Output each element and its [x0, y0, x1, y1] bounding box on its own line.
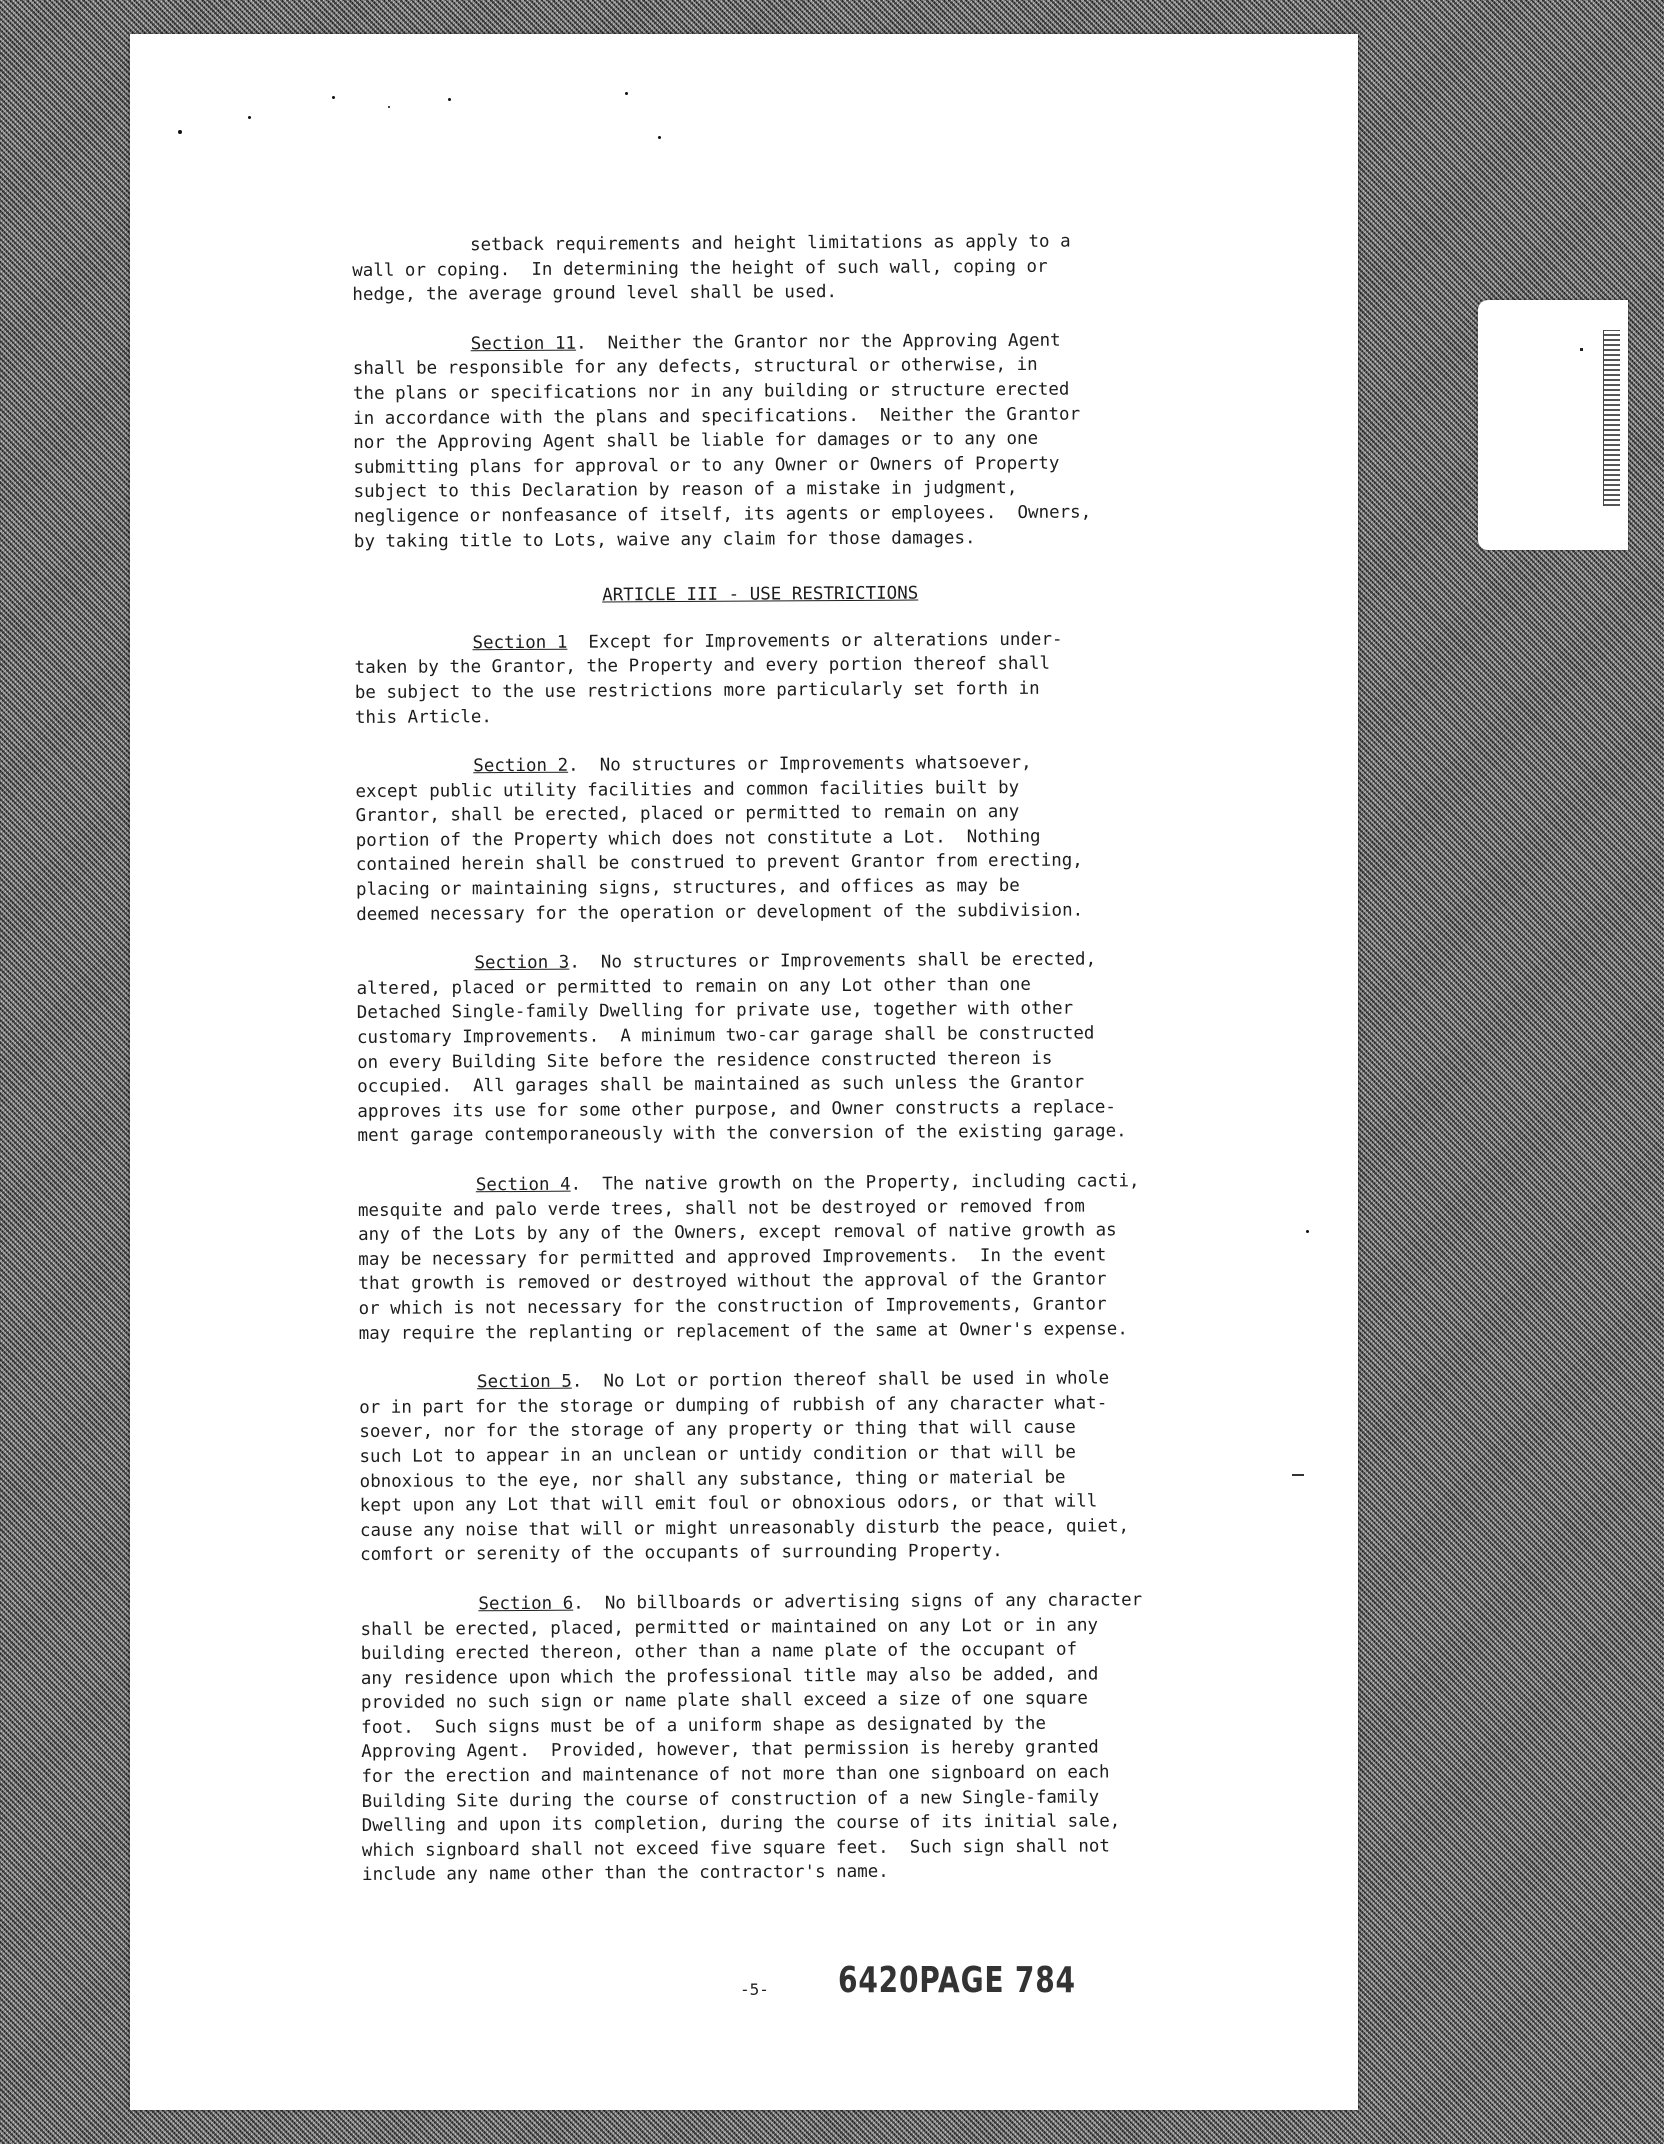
- speck: [178, 130, 182, 134]
- section-2-paragraph: [355, 749, 1276, 927]
- text-line: obnoxious to the eye, nor shall any substance, thing or material be: [359, 1467, 1066, 1492]
- text-line: Building Site during the course of construction of a new Single-family: [361, 1787, 1100, 1812]
- text-line: submitting plans for approval or to any Owner or Owners of Property: [353, 453, 1060, 478]
- text-line: portion of the Property which does not constitute a Lot. Nothing: [355, 826, 1041, 851]
- section-5-paragraph: [359, 1366, 1280, 1568]
- text-line: cause any noise that will or might unreasonably disturb the peace, quiet,: [359, 1515, 1130, 1541]
- text-line: which signboard shall not exceed five square feet. Such sign shall not: [361, 1836, 1110, 1861]
- text-line: except public utility facilities and common facilities built by: [355, 777, 1020, 802]
- speck: [332, 96, 335, 99]
- text-line: customary Improvements. A minimum two-car garage shall be constructed: [356, 1023, 1095, 1049]
- text-line: that growth is removed or destroyed without the approval of the Grantor: [358, 1269, 1107, 1295]
- text-line: hedge, the average ground level shall be used.: [352, 282, 838, 306]
- text-line: Section 3. No structures or Improvements shall be erected,: [474, 949, 1097, 974]
- text-line: Section 11. Neither the Grantor nor the Approving Agent: [470, 330, 1061, 355]
- text-line: soever, nor for the storage of any property or thing that will cause: [359, 1417, 1076, 1443]
- text-line: Section 2. No structures or Improvements whatsoever,: [473, 752, 1032, 777]
- text-line: Detached Single-family Dwelling for private use, together with other: [356, 999, 1074, 1024]
- section-11-paragraph: [353, 327, 1274, 554]
- text-line: on every Building Site before the residence constructed thereon is: [357, 1048, 1053, 1073]
- section-label: Section 3: [474, 952, 570, 974]
- text-line: shall be responsible for any defects, structural or otherwise, in: [352, 355, 1038, 380]
- section-label: Section 6: [478, 1593, 574, 1615]
- text-line: altered, placed or permitted to remain on any Lot other than one: [356, 974, 1031, 999]
- text-line: include any name other than the contractor's name.: [361, 1862, 889, 1886]
- section-label: Section 11: [470, 333, 577, 355]
- text-line: ment garage contemporaneously with the conversion of the existing garage.: [357, 1121, 1127, 1147]
- text-line: subject to this Declaration by reason of a mistake in judgment,: [353, 478, 1018, 503]
- text-line: placing or maintaining signs, structures, and offices as may be: [355, 875, 1020, 901]
- text-line: Dwelling and upon its completion, during the course of its initial sale,: [361, 1811, 1121, 1837]
- text-line: negligence or nonfeasance of itself, its agents or employees. Owners,: [353, 502, 1092, 527]
- page-number: -5-: [740, 1980, 769, 1999]
- text-line: Section 5. No Lot or portion thereof shall be used in whole: [476, 1368, 1110, 1393]
- page-footer: [0, 1960, 1664, 2020]
- text-line: foot. Such signs must be of a uniform shape as designated by the: [361, 1713, 1047, 1738]
- text-line: provided no such sign or name plate shall exceed a size of one square: [360, 1688, 1089, 1714]
- text-line: or which is not necessary for the construction of Improvements, Grantor: [358, 1294, 1107, 1319]
- text-line: for the erection and maintenance of not more than one signboard on each: [361, 1762, 1110, 1788]
- speck: [625, 92, 628, 95]
- continuation-paragraph: [352, 228, 1272, 307]
- text-line: nor the Approving Agent shall be liable for damages or to any one: [353, 428, 1039, 454]
- speck: [448, 98, 451, 101]
- text-line: such Lot to appear in an unclean or untidy condition or that will be: [359, 1442, 1076, 1467]
- text-line: any of the Lots by any of the Owners, except removal of native growth as: [358, 1220, 1117, 1246]
- article-heading: ARTICLE III - USE RESTRICTIONS: [602, 583, 919, 606]
- section-4-paragraph: [358, 1168, 1279, 1346]
- text-line: kept upon any Lot that will emit foul or obnoxious odors, or that will: [359, 1491, 1098, 1517]
- recording-stamp: 6420PAGE 784: [838, 1960, 1076, 2001]
- text-line: setback requirements and height limitations as apply to a: [470, 231, 1071, 256]
- speck: [658, 136, 661, 139]
- side-tab: [1478, 300, 1628, 550]
- speck: [388, 106, 390, 108]
- text-line: taken by the Grantor, the Property and every portion thereof shall: [354, 654, 1051, 679]
- text-line: may be necessary for permitted and approved Improvements. In the event: [358, 1245, 1107, 1270]
- text-line: Section 4. The native growth on the Property, including cacti,: [475, 1171, 1140, 1196]
- text-line: occupied. All garages shall be maintained as such unless the Grantor: [357, 1072, 1085, 1098]
- text-line: mesquite and palo verde trees, shall not be destroyed or removed from: [357, 1196, 1085, 1221]
- section-label: Section 4: [475, 1174, 571, 1196]
- speck: [1306, 1230, 1309, 1233]
- section-1-paragraph: [354, 626, 1275, 730]
- text-line: Section 1 Except for Improvements or alterations under-: [472, 629, 1063, 653]
- speck: [248, 116, 251, 119]
- text-line: the plans or specifications nor in any building or structure erected: [352, 379, 1070, 404]
- document-body: [352, 228, 1282, 1913]
- text-line: comfort or serenity of the occupants of surrounding Property.: [360, 1541, 1003, 1566]
- section-6-paragraph: [360, 1587, 1282, 1888]
- text-line: deemed necessary for the operation or development of the subdivision.: [356, 900, 1084, 925]
- section-label: Section 2: [473, 755, 569, 777]
- text-line: in accordance with the plans and specifications. Neither the Grantor: [353, 404, 1081, 429]
- section-label: Section 1: [472, 632, 568, 653]
- text-line: by taking title to Lots, waive any claim for those damages.: [353, 527, 976, 552]
- text-line: shall be erected, placed, permitted or maintained on any Lot or in any: [360, 1614, 1099, 1640]
- stray-mark: [1292, 1474, 1304, 1476]
- text-line: be subject to the use restrictions more particularly set forth in: [354, 678, 1040, 703]
- tab-strip: [1603, 330, 1620, 506]
- text-line: this Article.: [354, 706, 492, 728]
- text-line: contained herein shall be construed to prevent Grantor from erecting,: [355, 851, 1083, 876]
- section-3-paragraph: [356, 947, 1277, 1149]
- text-line: Approving Agent. Provided, however, that permission is hereby granted: [361, 1737, 1099, 1763]
- text-line: approves its use for some other purpose, and Owner constructs a replace-: [357, 1097, 1117, 1122]
- text-line: any residence upon which the professional title may also be added, and: [360, 1664, 1099, 1689]
- text-line: wall or coping. In determining the height of such wall, coping or: [352, 256, 1048, 281]
- text-line: may require the replanting or replacement of the same at Owner's expense.: [358, 1318, 1128, 1344]
- speck: [1580, 348, 1583, 351]
- text-line: building erected thereon, other than a name plate of the occupant of: [360, 1639, 1078, 1665]
- text-line: Section 6. No billboards or advertising signs of any character: [478, 1590, 1143, 1615]
- text-line: Grantor, shall be erected, placed or permitted to remain on any: [355, 802, 1020, 827]
- section-label: Section 5: [476, 1371, 572, 1393]
- text-line: or in part for the storage or dumping of rubbish of any character what-: [359, 1393, 1108, 1418]
